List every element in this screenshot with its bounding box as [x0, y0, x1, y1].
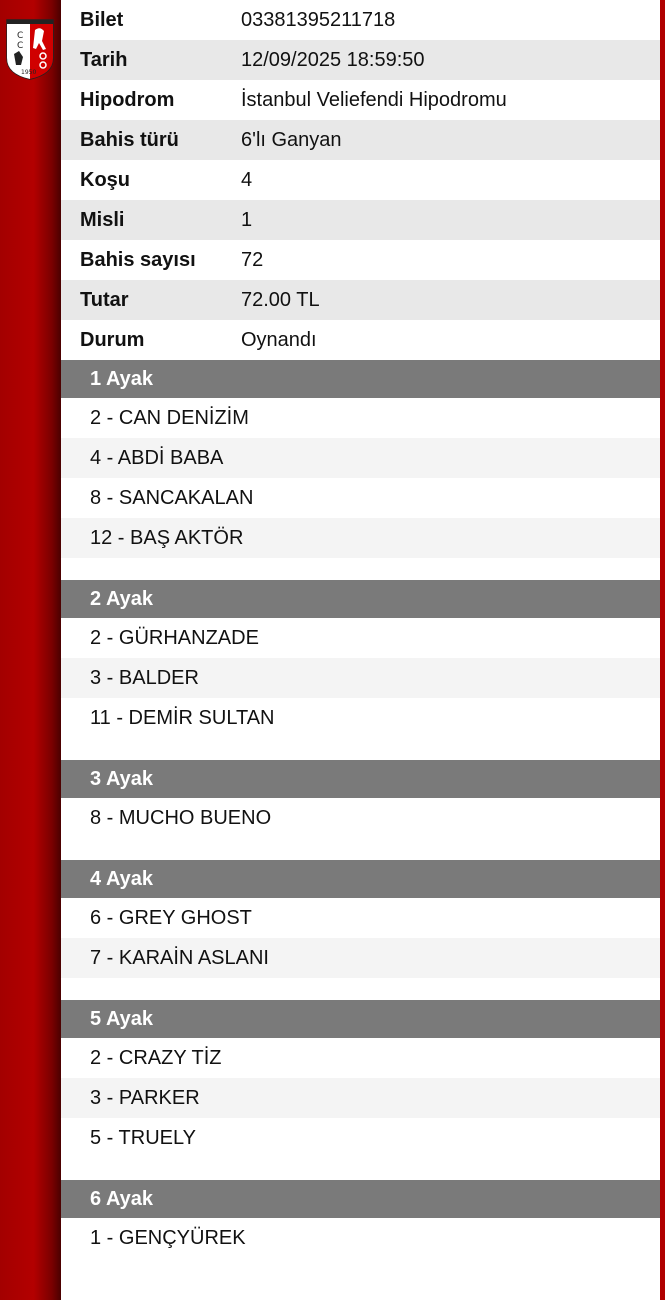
info-row — [61, 280, 660, 320]
horse-row: 11 - DEMİR SULTAN — [90, 706, 275, 729]
svg-text:C: C — [17, 31, 24, 41]
info-label: Bahis türü — [80, 128, 179, 151]
horse-row: 2 - CAN DENİZİM — [90, 406, 249, 429]
horse-row: 8 - MUCHO BUENO — [90, 806, 272, 829]
horse-row: 3 - PARKER — [61, 1078, 660, 1118]
info-label: Hipodrom — [80, 88, 175, 111]
leg-header: 2 Ayak — [61, 580, 660, 618]
info-label: Koşu — [80, 168, 130, 191]
horse-row: 1 - GENÇYÜREK — [90, 1226, 246, 1249]
info-value: 4 — [241, 168, 253, 191]
info-value: 12/09/2025 18:59:50 — [241, 48, 425, 71]
right-stripe — [660, 0, 665, 1300]
leg-spacer — [61, 558, 660, 580]
info-value: 6'lı Ganyan — [241, 128, 342, 151]
info-value: İstanbul Veliefendi Hipodromu — [241, 88, 507, 111]
info-row — [61, 240, 660, 280]
club-logo-icon[interactable] — [5, 18, 55, 80]
leg-spacer — [61, 738, 660, 760]
leg-header: 4 Ayak — [61, 860, 660, 898]
horse-row: 3 - BALDER — [61, 658, 660, 698]
info-value: 72.00 TL — [241, 288, 320, 311]
info-value: 72 — [241, 248, 264, 271]
leg-spacer — [61, 838, 660, 860]
info-label: Durum — [80, 328, 145, 351]
leg-spacer — [61, 1158, 660, 1180]
info-label: Tutar — [80, 288, 129, 311]
horse-row: 4 - ABDİ BABA — [61, 438, 660, 478]
horse-row: 8 - SANCAKALAN — [90, 486, 254, 509]
ticket-detail — [61, 0, 660, 1258]
sidebar — [0, 0, 61, 1300]
info-row — [61, 0, 660, 40]
leg-spacer — [61, 978, 660, 1000]
horse-row: 6 - GREY GHOST — [90, 906, 252, 929]
info-label: Misli — [80, 208, 125, 231]
info-row — [61, 200, 660, 240]
ticket-legs — [61, 360, 660, 1258]
info-row — [61, 160, 660, 200]
info-row — [61, 120, 660, 160]
info-value: 03381395211718 — [241, 8, 396, 31]
leg-header: 1 Ayak — [61, 360, 660, 398]
ticket-info — [61, 0, 660, 360]
horse-row: 2 - CRAZY TİZ — [90, 1046, 222, 1069]
horse-row: 5 - TRUELY — [90, 1126, 196, 1149]
info-value: 1 — [241, 208, 253, 231]
info-label: Bahis sayısı — [80, 248, 196, 271]
leg-header: 6 Ayak — [61, 1180, 660, 1218]
info-value: Oynandı — [241, 328, 317, 351]
svg-text:1950: 1950 — [21, 69, 37, 76]
svg-text:C: C — [17, 41, 24, 51]
leg-header: 3 Ayak — [61, 760, 660, 798]
info-row — [61, 80, 660, 120]
info-label: Tarih — [80, 48, 128, 71]
info-row — [61, 40, 660, 80]
horse-row: 2 - GÜRHANZADE — [90, 626, 259, 649]
leg-header: 5 Ayak — [61, 1000, 660, 1038]
horse-row: 12 - BAŞ AKTÖR — [61, 518, 660, 558]
info-label: Bilet — [80, 8, 124, 31]
horse-row: 7 - KARAİN ASLANI — [61, 938, 660, 978]
info-row — [61, 320, 660, 360]
